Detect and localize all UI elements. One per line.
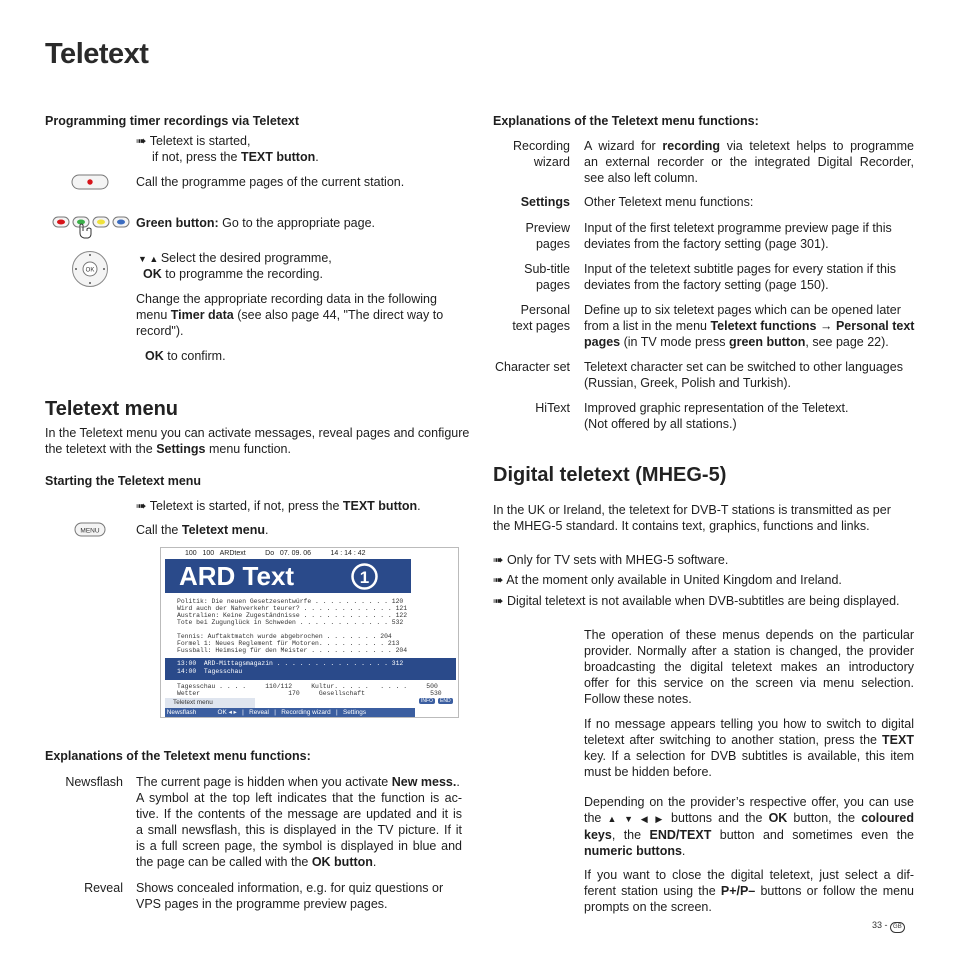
- teletext-row: Tennis: Auftaktmatch wurde abgebrochen . . . . . . . 204: [177, 633, 392, 640]
- teletext-row: Wird auch der Nahverkehr teurer? . . . . . . . . . . . . 121: [177, 605, 408, 612]
- depending-paragraph: Depending on the provider’s respective offer, you can use the ▲ ▼ ◀ ▶ buttons and the OK button, the coloured keys, the END/TEXT button and sometimes even the numeric buttons.: [584, 795, 915, 858]
- end-badge: END: [440, 698, 451, 704]
- teletext-menu-bar[interactable]: Newsflash OK ◂ ▸ | Reveal | Recording wizard | Settings: [165, 708, 415, 717]
- teletext-row: Formel 1: Neues Reglement für Motoren. . . . . . . . . 213: [177, 640, 400, 647]
- programming-heading: Programming timer recordings via Teletext: [45, 114, 300, 128]
- down-up-arrow-icon: ▼ ▲: [138, 254, 161, 264]
- settings-label: Settings: [520, 195, 570, 209]
- red-button-icon: [71, 174, 109, 190]
- newsflash-label: Newsflash: [65, 775, 123, 789]
- operation-paragraph: The operation of these menus depends on the particular provider. Normally after a station is changed, the provider broadcasting the digital teletext makes an introductory offer for this service on the screen via menu selection. Follow these notes.: [584, 628, 914, 706]
- svg-text:MENU: MENU: [80, 527, 100, 535]
- gb-country-icon: GB: [890, 922, 905, 933]
- teletext-menu-intro: In the Teletext menu you can activate messages, reveal pages and configure the teletext with the Settings menu function.: [45, 426, 470, 456]
- preview-pages-description: Input of the first teletext programme preview page if this deviates from the factory setting (page 301).: [584, 221, 892, 251]
- character-set-description: Teletext character set can be switched to other languages (Russian, Greek, Polish and Turkish).: [584, 360, 903, 390]
- colour-buttons-icon: [52, 214, 132, 240]
- svg-text:1: 1: [359, 568, 370, 587]
- recording-wizard-label: Recording wizard: [513, 139, 570, 169]
- preview-pages-label: Preview pages: [525, 221, 570, 251]
- start-note: ➠ Teletext is started, if not, press the TEXT button.: [136, 499, 421, 513]
- arrows-select-text: ▼ ▲ Select the desired programme,: [138, 251, 332, 265]
- close-paragraph: If you want to close the digital teletext, just select a dif- ferent station using the P+/P– buttons or follow the menu prompts on the screen.: [584, 868, 914, 914]
- teletext-screen: [160, 547, 459, 718]
- mheg-note-2: ➠ At the moment only available in United Kingdom and Ireland.: [493, 573, 842, 587]
- personal-pages-label: Personal text pages: [512, 303, 570, 333]
- settings-description: Other Teletext menu functions:: [584, 195, 754, 209]
- reveal-description: Shows concealed information, e.g. for quiz questions or VPS pages in the programme preview pages.: [136, 881, 444, 911]
- personal-pages-description: Define up to six teletext pages which can be opened later from a list in the menu Teletext functions → Personal text pages (in TV mode press green button, see page 22).: [584, 303, 915, 349]
- mheg-note-1: ➠ Only for TV sets with MHEG-5 software.: [493, 553, 729, 567]
- teletext-row: Fussball: Heimsieg für den Meister . . . . . . . . . . . 204: [177, 647, 408, 654]
- ok-icon-label: OK: [85, 267, 95, 274]
- mheg-heading: Digital teletext (MHEG-5): [493, 464, 727, 486]
- info-badge: INFO: [421, 698, 433, 704]
- ok-confirm-text: OK to confirm.: [145, 349, 226, 363]
- hitext-label: HiText: [535, 401, 570, 415]
- change-recording-text: Change the appropriate recording data in the following menu Timer data (see also page 44, "The direct way to record").: [136, 292, 444, 338]
- teletext-row: Australien: Keine Zugeständnisse . . . . . . . . . . . . 122: [177, 612, 408, 619]
- character-set-label: Character set: [494, 360, 570, 374]
- navigation-wheel-icon: [71, 250, 109, 288]
- green-button-text: Green button: Go to the appropriate page.: [136, 216, 376, 230]
- mheg-intro: In the UK or Ireland, the teletext for DVB-T stations is transmitted as per the MHEG-5 standard. It contains text, graphics, functions and links.: [493, 503, 891, 533]
- ard-text-banner: ARD Text 1: [165, 559, 411, 593]
- teletext-row: Tote bei Zugunglück in Schweden . . . . . . . . . . . . 532: [177, 619, 404, 626]
- menu-button-icon: [74, 522, 106, 537]
- newsflash-description: The current page is hidden when you activate New mess.. A symbol at the top left indicates that the function is ac- tive. If the contents of the message are updated and it is a small newsflash, this is displayed in the TV picture. If it is a full screen page, the symbol is displayed in blue and the page can be called with the OK button.: [136, 775, 462, 869]
- teletext-menu-heading: Teletext menu: [45, 398, 178, 420]
- page-number: 33 - GB: [872, 920, 905, 933]
- teletext-row: Politik: Die neuen Gesetzesentwürfe . . . . . . . . . . 120: [177, 598, 404, 605]
- starting-menu-heading: Starting the Teletext menu: [45, 474, 202, 488]
- teletext-highlight-row: 13:00 ARD-Mittagsmagazin . . . . . . . . . . . . . . . 312: [177, 660, 404, 667]
- hitext-description: Improved graphic representation of the Teletext. (Not offered by all stations.): [584, 401, 849, 431]
- teletext-status-line: 100 100 ARDtext Do 07. 09. 06 14 : 14 : 42: [185, 550, 366, 557]
- ard-logo-icon: [351, 563, 378, 590]
- prog-note-1: ➠ Teletext is started,: [136, 134, 251, 148]
- teletext-highlight-row: 14:00 Tagesschau: [177, 668, 243, 675]
- call-teletext-menu-text: Call the Teletext menu.: [136, 523, 269, 537]
- explanations-heading-left: Explanations of the Teletext menu functions:: [45, 749, 311, 763]
- subtitle-pages-label: Sub-title pages: [524, 262, 570, 292]
- red-button-text: Call the programme pages of the current station.: [136, 175, 405, 189]
- recording-wizard-description: A wizard for recording via teletext helps to programme an external recorder or the integrated Digital Recorder, see also left column.: [584, 139, 914, 185]
- prog-note-2: if not, press the TEXT button.: [152, 150, 319, 164]
- mheg-note-3: ➠ Digital teletext is not available when DVB-subtitles are being displayed.: [493, 594, 900, 608]
- subtitle-pages-description: Input of the teletext subtitle pages for every station if this deviates from the factory setting (page 150).: [584, 262, 896, 292]
- no-message-paragraph: If no message appears telling you how to switch to digital teletext after switching to another station, press the TEXT key. If a selection for DVB subtitles is available, this item must be hidden before.: [584, 717, 914, 779]
- explanations-heading-right: Explanations of the Teletext menu functions:: [493, 114, 759, 128]
- page-title: Teletext: [45, 38, 149, 70]
- reveal-label: Reveal: [84, 881, 123, 895]
- arrow-keys-icon: ▲ ▼ ◀ ▶: [607, 814, 665, 824]
- ok-programme-text: OK to programme the recording.: [143, 267, 323, 281]
- teletext-row: Tagesschau . . . . 110/112 Kultur. . . . . . . . . 500: [177, 683, 438, 690]
- teletext-row: Wetter 170 Gesellschaft 530: [177, 690, 442, 697]
- teletext-menu-title: Teletext menu: [165, 698, 255, 708]
